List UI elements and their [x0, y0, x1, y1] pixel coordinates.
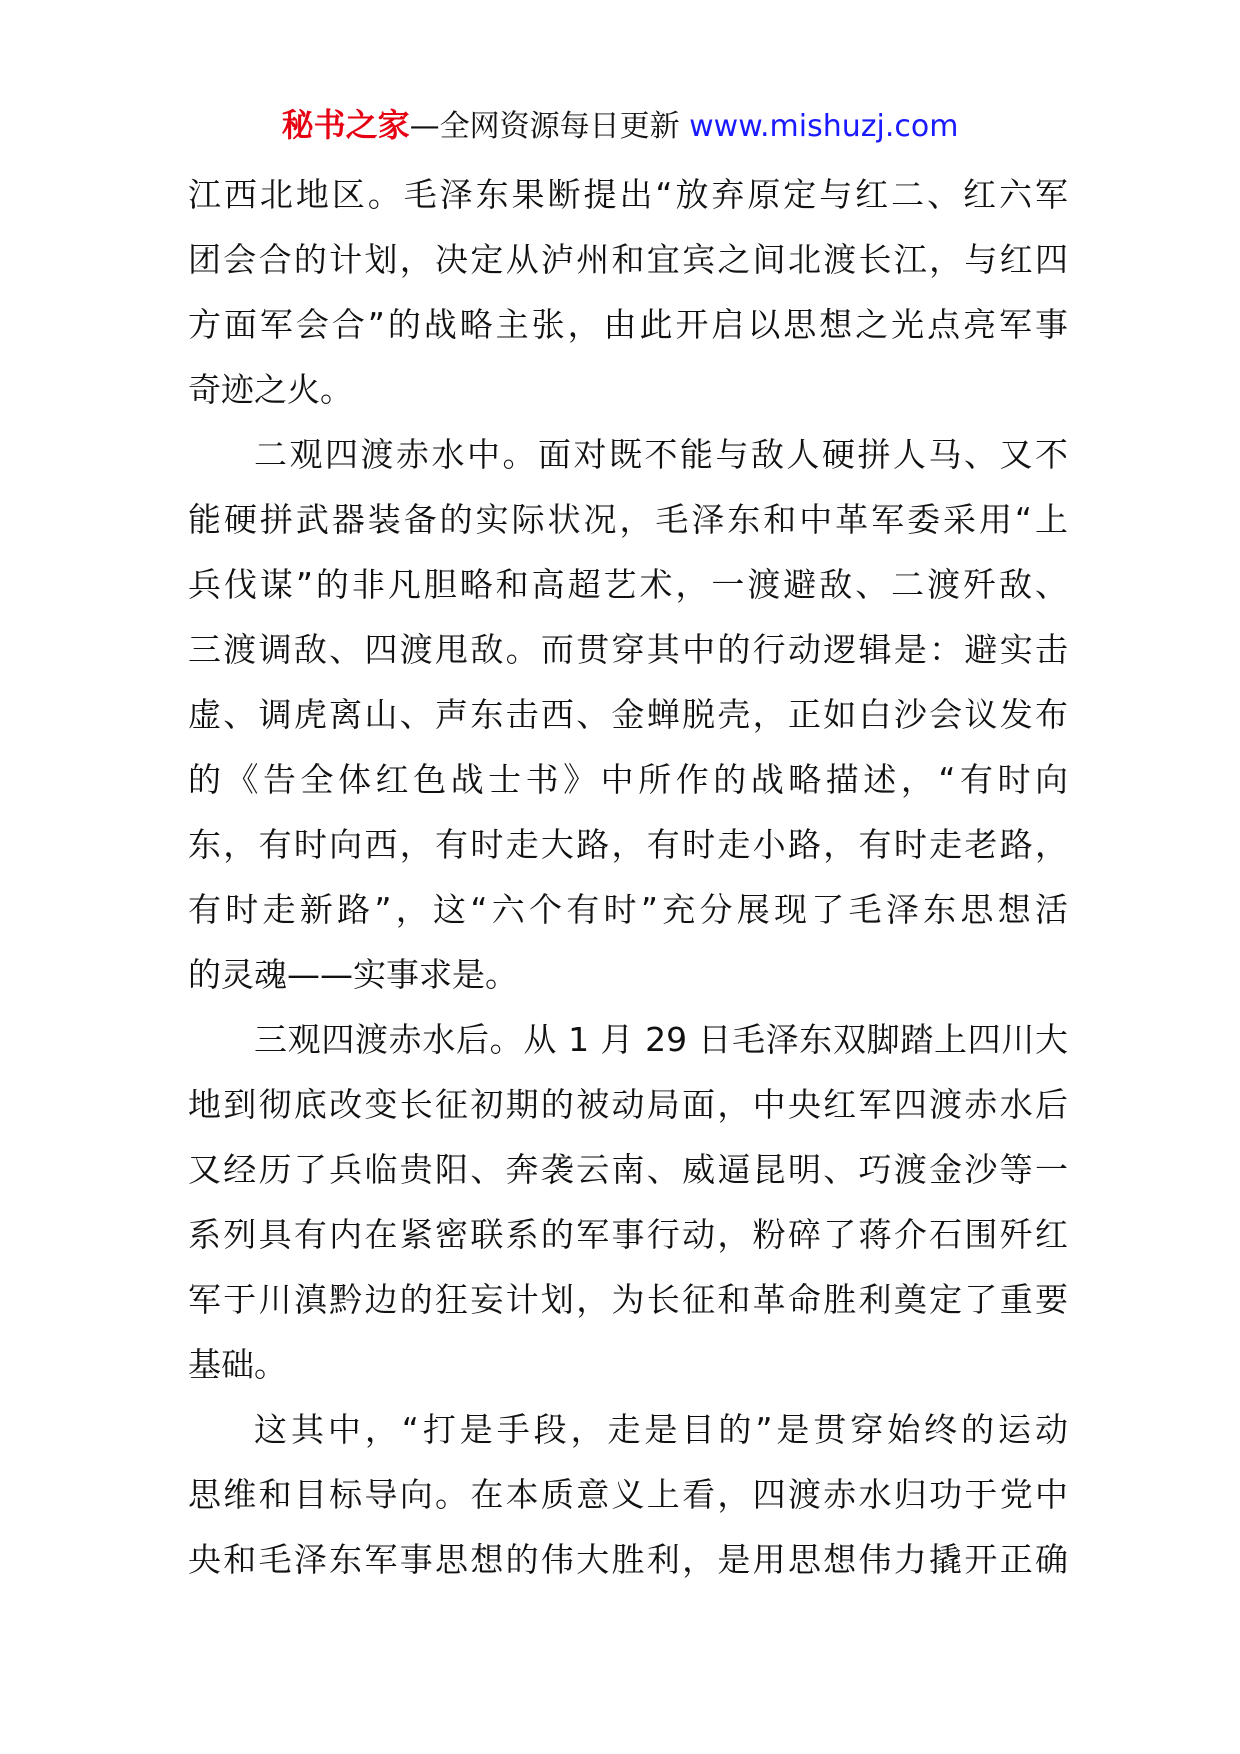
text-line: 兵伐谋”的非凡胆略和高超艺术，一渡避敌、二渡歼敌、: [188, 565, 1068, 604]
text-line: 有时走新路”，这“六个有时”充分展现了毛泽东思想活: [188, 890, 1068, 929]
text-line: 三观四渡赤水后。从 1 月 29 日毛泽东双脚踏上四川大: [254, 1020, 1068, 1059]
text-line: 又经历了兵临贵阳、奔袭云南、威逼昆明、巧渡金沙等一: [188, 1150, 1068, 1189]
text-line: 思维和目标导向。在本质意义上看，四渡赤水归功于党中: [188, 1475, 1068, 1514]
text-line: 军于川滇黔边的狂妄计划，为长征和革命胜利奠定了重要: [188, 1280, 1068, 1319]
text-line: 江西北地区。毛泽东果断提出“放弃原定与红二、红六军: [188, 175, 1068, 214]
brand-name: 秘书之家: [281, 106, 410, 144]
text-line: 系列具有内在紧密联系的军事行动，粉碎了蒋介石围歼红: [188, 1215, 1068, 1254]
website-link[interactable]: www.mishuzj.com: [689, 109, 959, 144]
header-tagline: —全网资源每日更新: [409, 109, 690, 144]
text-line: 团会合的计划，决定从泸州和宜宾之间北渡长江，与红四: [188, 240, 1068, 279]
text-line: 央和毛泽东军事思想的伟大胜利，是用思想伟力撬开正确: [188, 1540, 1068, 1579]
text-line: 三渡调敌、四渡甩敌。而贯穿其中的行动逻辑是：避实击: [188, 630, 1068, 669]
text-line: 虚、调虎离山、声东击西、金蝉脱壳，正如白沙会议发布: [188, 695, 1068, 734]
page-header: [0, 104, 1240, 148]
text-line: 东，有时向西，有时走大路，有时走小路，有时走老路，: [188, 825, 1068, 864]
text-line: 基础。: [188, 1345, 287, 1384]
text-line: 二观四渡赤水中。面对既不能与敌人硬拼人马、又不: [254, 435, 1068, 474]
text-line: 的《告全体红色战士书》中所作的战略描述，“有时向: [188, 760, 1068, 799]
text-line: 奇迹之火。: [188, 370, 353, 409]
text-line: 这其中，“打是手段，走是目的”是贯穿始终的运动: [254, 1410, 1068, 1449]
article-body: [188, 162, 1068, 1592]
text-line: 的灵魂——实事求是。: [188, 955, 518, 994]
text-line: 能硬拼武器装备的实际状况，毛泽东和中革军委采用“上: [188, 500, 1068, 539]
text-line: 地到彻底改变长征初期的被动局面，中央红军四渡赤水后: [188, 1085, 1068, 1124]
text-line: 方面军会合”的战略主张，由此开启以思想之光点亮军事: [188, 305, 1068, 344]
